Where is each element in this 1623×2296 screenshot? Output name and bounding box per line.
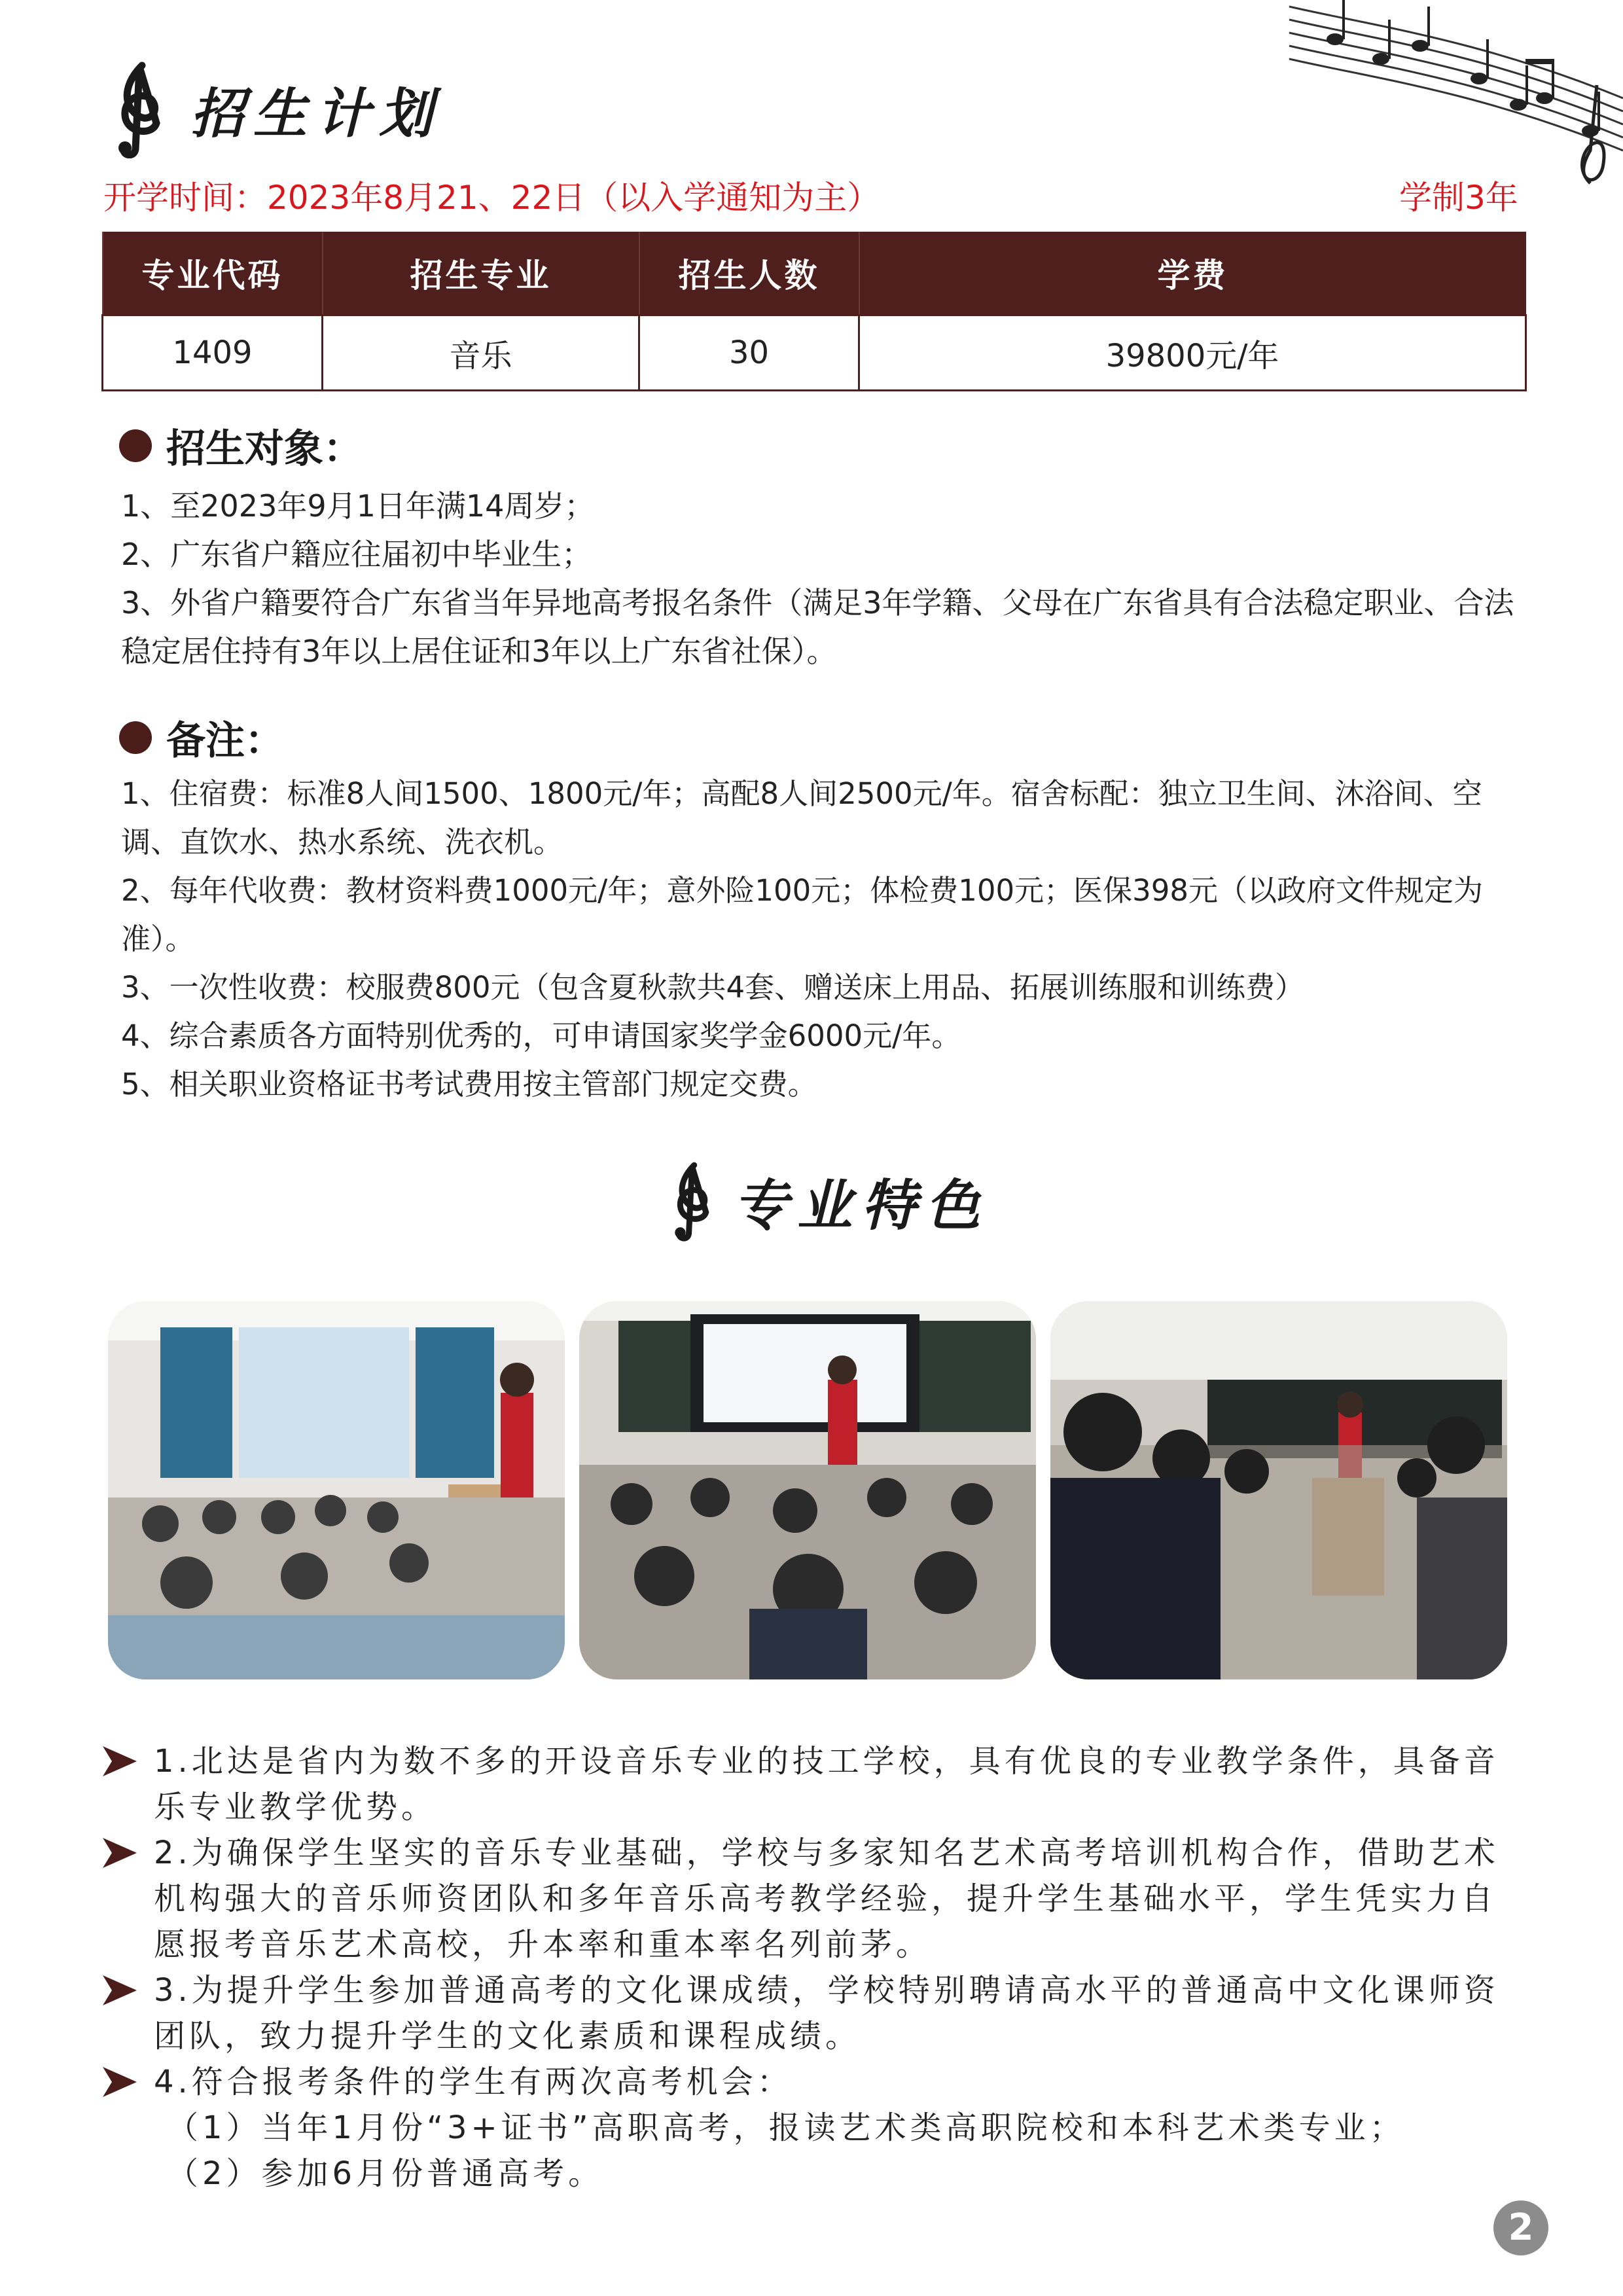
col-header-count: 招生人数 — [639, 232, 859, 315]
notes-list — [121, 770, 1528, 1109]
treble-clef-icon — [661, 1158, 720, 1244]
target-heading — [119, 418, 363, 474]
list-item: 2、广东省户籍应往届初中毕业生； — [121, 537, 592, 572]
arrow-right-icon — [101, 2066, 138, 2098]
classroom-photo-3 — [1050, 1301, 1507, 1679]
bullet-dot-icon — [119, 721, 152, 754]
arrow-right-icon — [101, 1837, 138, 1869]
classroom-photo-2 — [579, 1301, 1036, 1679]
cell-major: 音乐 — [323, 315, 639, 391]
duration: 学制3年 — [1399, 179, 1518, 217]
col-header-fee: 学费 — [859, 232, 1526, 315]
list-item: 5、相关职业资格证书考试费用按主管部门规定交费。 — [121, 1067, 817, 1102]
features-title-block — [661, 1158, 990, 1244]
arrow-right-icon — [101, 1974, 138, 2007]
notes-heading — [119, 709, 284, 766]
list-item — [101, 2059, 1522, 2105]
table-header-row — [103, 232, 1526, 315]
feature-text: 3.为提升学生参加普通高考的文化课成绩，学校特别聘请高水平的普通高中文化课师资团队，致力提升学生的文化素质和课程成绩。 — [154, 1972, 1499, 2054]
list-item: 1、至2023年9月1日年满14周岁； — [121, 488, 595, 524]
target-heading-text: 招生对象： — [166, 426, 363, 472]
list-item: 3、一次性收费：校服费800元（包含夏秋款共4套、赠送床上用品、拓展训练服和训练费） — [121, 970, 1305, 1005]
list-item — [101, 1738, 1522, 1830]
feature-subitem: （1）当年1月份“3+证书”高职高考，报读艺术类高职院校和本科艺术类专业； — [167, 2109, 1405, 2146]
list-item — [101, 1967, 1522, 2059]
page-number: 2 — [1493, 2200, 1548, 2255]
feature-text: 1.北达是省内为数不多的开设音乐专业的技工学校，具有优良的专业教学条件，具备音乐专业教学优势。 — [154, 1743, 1499, 1825]
arrow-right-icon — [101, 1745, 138, 1778]
list-item — [101, 1830, 1522, 1967]
bullet-dot-icon — [119, 429, 152, 462]
plan-title-block — [101, 60, 442, 158]
cell-code: 1409 — [103, 315, 323, 391]
notes-heading-text: 备注： — [166, 718, 284, 764]
feature-text: 2.为确保学生坚实的音乐专业基础，学校与多家知名艺术高考培训机构合作，借助艺术机构强大的音乐师资团队和多年音乐高考教学经验，提升学生基础水平，学生凭实力自愿报考音乐艺术高校，升本率和重本率名列前茅。 — [154, 1835, 1499, 1963]
classroom-photo-1 — [108, 1301, 565, 1679]
target-list — [121, 482, 1522, 675]
cell-fee: 39800元/年 — [859, 315, 1526, 391]
table-row — [103, 315, 1526, 391]
cell-count: 30 — [639, 315, 859, 391]
col-header-code: 专业代码 — [103, 232, 323, 315]
features-title: 专业特色 — [733, 1173, 990, 1238]
list-item: 4、综合素质各方面特别优秀的，可申请国家奖学金6000元/年。 — [121, 1018, 961, 1053]
plan-table — [101, 232, 1527, 391]
feature-subitem: （2）参加6月份普通高考。 — [167, 2155, 604, 2192]
list-item: 1、住宿费：标准8人间1500、1800元/年；高配8人间2500元/年。宿舍标配：独立卫生间、沐浴间、空调、直饮水、热水系统、洗衣机。 — [121, 776, 1482, 859]
feature-text: 4.符合报考条件的学生有两次高考机会： — [154, 2064, 793, 2100]
treble-clef-icon — [101, 60, 173, 158]
start-time: 开学时间：2023年8月21、22日（以入学通知为主） — [103, 179, 880, 217]
col-header-major: 招生专业 — [323, 232, 639, 315]
list-item: 2、每年代收费：教材资料费1000元/年；意外险100元；体检费100元；医保398元（以政府文件规定为准）。 — [121, 873, 1483, 956]
plan-title: 招生计划 — [190, 82, 442, 145]
list-item: 3、外省户籍要符合广东省当年异地高考报名条件（满足3年学籍、父母在广东省具有合法稳定职业、合法稳定居住持有3年以上居住证和3年以上广东省社保）。 — [121, 585, 1514, 669]
features-list — [101, 1738, 1522, 2197]
